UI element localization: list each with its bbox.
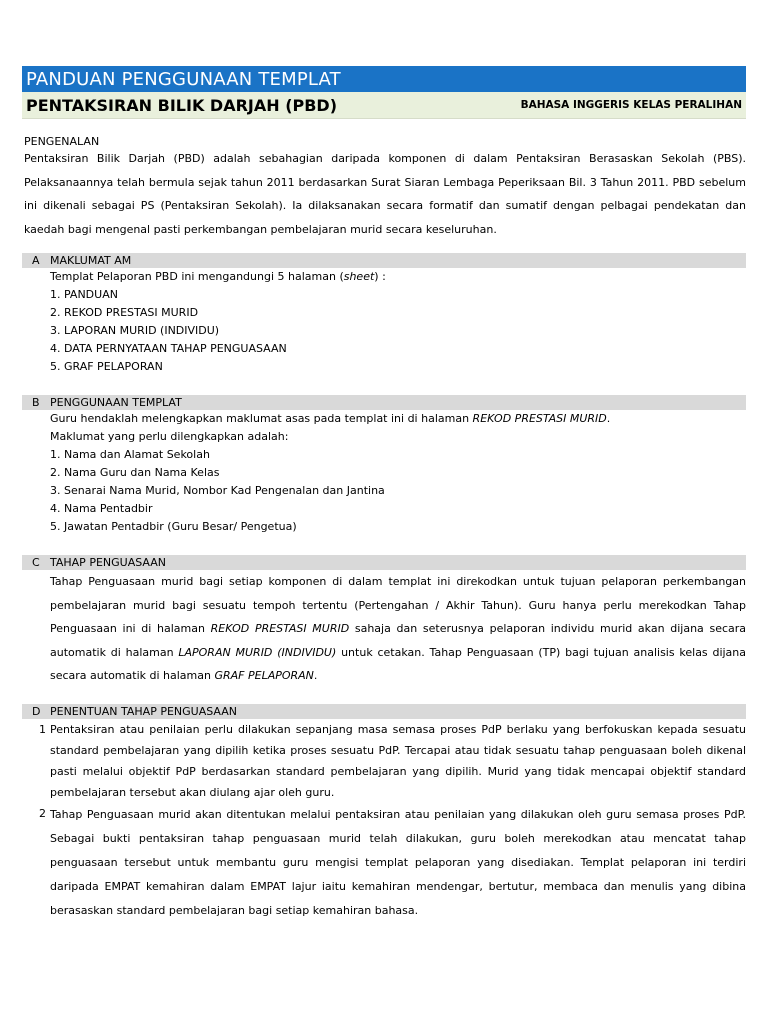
- page-subtitle: PENTAKSIRAN BILIK DARJAH (PBD): [26, 95, 338, 115]
- section-c: [22, 555, 746, 688]
- section-letter: B: [32, 396, 40, 409]
- intro-section: [22, 135, 746, 241]
- title-bar: [22, 66, 746, 92]
- section-a-body: [50, 268, 746, 376]
- list-item: 2. REKOD PRESTASI MURID: [50, 306, 199, 319]
- section-a-header: [22, 253, 746, 268]
- intro-paragraph: Pentaksiran Bilik Darjah (PBD) adalah sebahagian daripada komponen di dalam Pentaksiran Berasaskan Sekolah (PBS). Pelaksanaannya telah bermula sejak tahun 2011 berdasarkan Surat Siaran Lembaga Peperiksaan Bil. 3 Tahun 2011. PBD sebelum ini dikenali sebagai PS (Pentaksiran Sekolah). Ia dilaksanakan secara formatif dan sumatif dengan pelbagai pendekatan dan kaedah bagi mengenal pasti perkembangan pembelajaran murid secara keseluruhan.: [24, 152, 746, 236]
- numbered-item: [22, 803, 746, 923]
- item-text: Tahap Penguasaan murid akan ditentukan melalui pentaksiran atau penilaian yang dilakukan oleh guru semasa proses PdP. Sebagai bukti pentaksiran tahap penguasaan murid telah dilakukan, guru boleh merekodkan atau mencatat tahap penguasaan tersebut untuk membantu guru mengisi templat pelaporan yang disediakan. Templat pelaporan ini terdiri daripada EMPAT kemahiran dalam EMPAT lajur iaitu kemahiran mendengar, bertutur, membaca dan menulis yang dibina berasaskan standard pembelajaran bagi setiap kemahiran bahasa.: [50, 807, 746, 917]
- section-title: TAHAP PENGUASAAN: [50, 556, 166, 569]
- list-item: 2. Nama Guru dan Nama Kelas: [50, 466, 220, 479]
- list-item: 3. Senarai Nama Murid, Nombor Kad Pengenalan dan Jantina: [50, 484, 385, 497]
- list-item: 1. PANDUAN: [50, 288, 118, 301]
- section-d: [22, 704, 746, 923]
- list-item: 4. Nama Pentadbir: [50, 502, 153, 515]
- section-letter: A: [32, 254, 40, 267]
- list-item: 3. LAPORAN MURID (INDIVIDU): [50, 324, 220, 337]
- section-b-body: [50, 410, 746, 536]
- subject-label: BAHASA INGGERIS KELAS PERALIHAN: [520, 99, 742, 111]
- section-b-header: [22, 395, 746, 410]
- item-text: Pentaksiran atau penilaian perlu dilakukan sepanjang masa semasa proses PdP berlaku yang berfokuskan kepada sesuatu standard pembelajaran yang dipilih ketika proses sesuatu PdP. Tercapai atau tidak sesuatu tahap penguasaan boleh dikenal pasti melalui objektif PdP berdasarkan standard pembelajaran yang dipilih. Murid yang tidak mencapai objektif standard pembelajaran tersebut akan diulang ajar oleh guru.: [50, 722, 746, 799]
- section-letter: D: [32, 704, 41, 718]
- subtitle-bar: [22, 92, 746, 119]
- list-item: 4. DATA PERNYATAAN TAHAP PENGUASAAN: [50, 342, 287, 355]
- numbered-item: [22, 719, 746, 803]
- section-d-header: [22, 704, 746, 719]
- intro-heading: PENGENALAN: [24, 135, 100, 148]
- section-title: PENENTUAN TAHAP PENGUASAAN: [50, 704, 238, 718]
- list-item: 1. Nama dan Alamat Sekolah: [50, 448, 210, 461]
- section-a-intro: Templat Pelaporan PBD ini mengandungi 5 halaman (sheet) :: [50, 270, 386, 283]
- section-b-line2: Maklumat yang perlu dilengkapkan adalah:: [50, 430, 289, 443]
- list-item: 5. GRAF PELAPORAN: [50, 360, 163, 373]
- section-c-header: [22, 555, 746, 570]
- section-title: PENGGUNAAN TEMPLAT: [50, 396, 182, 409]
- document: [22, 66, 746, 923]
- section-letter: C: [32, 556, 40, 569]
- item-number: 2: [39, 806, 46, 820]
- item-number: 1: [39, 722, 46, 736]
- page-title: PANDUAN PENGGUNAAN TEMPLAT: [26, 68, 341, 90]
- section-c-paragraph: Tahap Penguasaan murid bagi setiap komponen di dalam templat ini direkodkan untuk tujuan pelaporan perkembangan pembelajaran murid bagi sesuatu tempoh tertentu (Pertengahan / Akhir Tahun). Guru hanya perlu merekodkan Tahap Penguasaan ini di halaman REKOD PRESTASI MURID sahaja dan seterusnya pelaporan individu murid akan dijana secara automatik di halaman LAPORAN MURID (INDIVIDU) untuk cetakan. Tahap Penguasaan (TP) bagi tujuan analisis kelas dijana secara automatik di halaman GRAF PELAPORAN.: [50, 575, 747, 682]
- section-b-line1: Guru hendaklah melengkapkan maklumat asas pada templat ini di halaman REKOD PRESTASI MURID.: [50, 412, 611, 425]
- section-b: [22, 395, 746, 536]
- list-item: 5. Jawatan Pentadbir (Guru Besar/ Pengetua): [50, 520, 297, 533]
- section-a: [22, 253, 746, 376]
- section-title: MAKLUMAT AM: [50, 254, 132, 267]
